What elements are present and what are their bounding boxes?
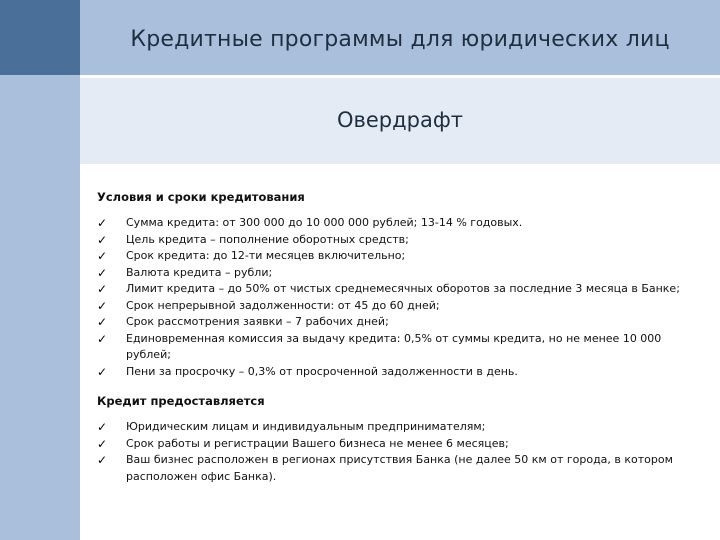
- section-heading-conditions: Условия и сроки кредитования: [97, 190, 305, 204]
- list-item: ✓ Ваш бизнес расположен в регионах присутствия Банка (не далее 50 км от города, в котором расположен офис Банка).: [97, 453, 673, 483]
- page-title: Кредитные программы для юридических лиц: [130, 27, 670, 52]
- list-item: ✓ Цель кредита – пополнение оборотных средств;: [97, 232, 409, 247]
- checkmark-icon: ✓: [97, 282, 108, 296]
- checkmark-icon: ✓: [97, 265, 108, 280]
- eligibility-list: [97, 419, 707, 485]
- list-item: ✓ Валюта кредита – рубли;: [97, 265, 273, 280]
- checkmark-icon: ✓: [97, 232, 108, 247]
- left-accent-light: [0, 75, 80, 540]
- list-item: ✓ Сумма кредита: от 300 000 до 10 000 000 рублей; 13-14 % годовых.: [97, 216, 523, 230]
- list-item: ✓ Срок работы и регистрации Вашего бизнеса не менее 6 месяцев;: [97, 436, 509, 451]
- list-item: ✓ Срок рассмотрения заявки – 7 рабочих дней;: [97, 315, 389, 329]
- checkmark-icon: ✓: [97, 331, 108, 346]
- list-item: ✓ Юридическим лицам и индивидуальным предпринимателям;: [97, 420, 486, 434]
- checkmark-icon: ✓: [97, 249, 108, 263]
- content-area: [97, 190, 707, 485]
- list-item: ✓ Срок непрерывной задолженности: от 45 до 60 дней;: [97, 298, 440, 313]
- conditions-list: [97, 215, 707, 380]
- left-accent-dark: [0, 0, 80, 75]
- checkmark-icon: ✓: [97, 216, 108, 230]
- list-item: ✓ Единовременная комиссия за выдачу кредита: 0,5% от суммы кредита, но не менее 10 000 рублей;: [97, 331, 662, 361]
- list-item: ✓ Лимит кредита – до 50% от чистых среднемесячных оборотов за последние 3 месяца в Банке;: [97, 282, 680, 296]
- page-subtitle: Овердрафт: [336, 108, 464, 132]
- checkmark-icon: ✓: [97, 298, 108, 313]
- list-item: ✓ Пени за просрочку – 0,3% от просроченной задолженности в день.: [97, 364, 518, 379]
- checkmark-icon: ✓: [97, 453, 108, 467]
- checkmark-icon: ✓: [97, 364, 108, 379]
- list-item: ✓ Срок кредита: до 12-ти месяцев включительно;: [97, 249, 406, 263]
- checkmark-icon: ✓: [97, 315, 108, 329]
- checkmark-icon: ✓: [97, 436, 108, 451]
- section-heading-eligibility: Кредит предоставляется: [97, 394, 265, 408]
- checkmark-icon: ✓: [97, 420, 108, 434]
